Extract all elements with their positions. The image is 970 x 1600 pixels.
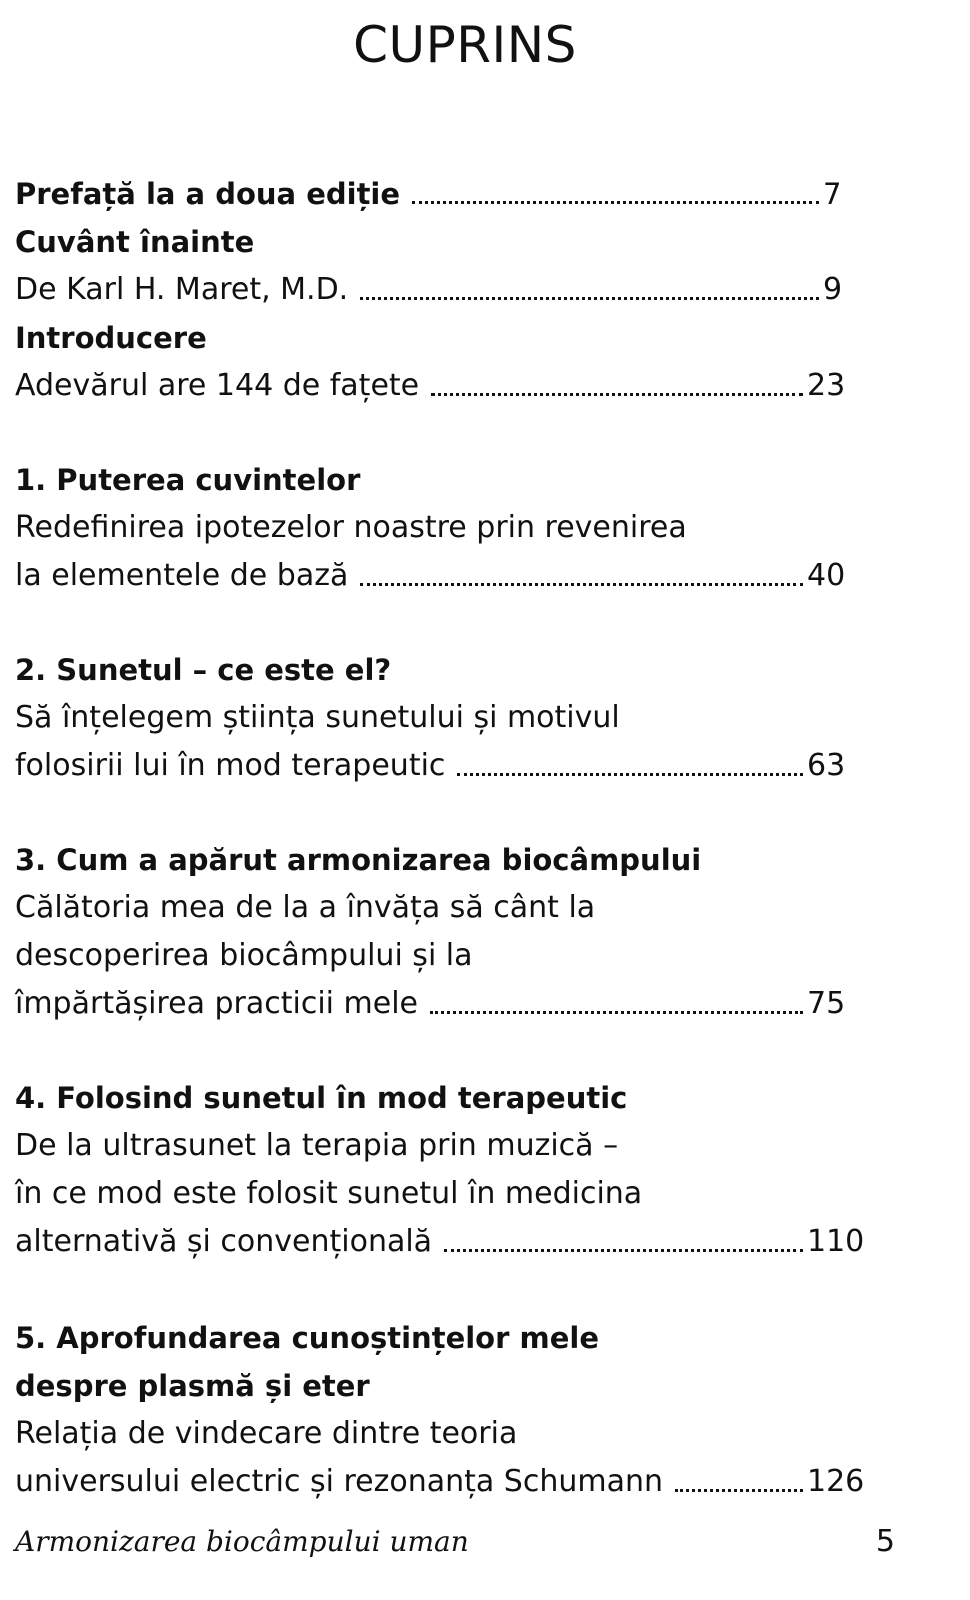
toc-page-number: 63: [807, 748, 846, 783]
toc-chapter-3-subtitle-line: Călătoria mea de la a învăța să cânt la: [15, 890, 596, 925]
toc-chapter-4-subtitle-line: alternativă și convențională: [15, 1224, 433, 1259]
toc-page-number: 75: [807, 986, 846, 1021]
toc-chapter-4-subtitle-line: în ce mod este folosit sunetul în medicina: [15, 1176, 643, 1211]
toc-chapter-5-title-line: 5. Aprofundarea cunoștințelor mele: [15, 1321, 599, 1355]
dot-leader: [444, 1249, 803, 1252]
toc-chapter-4-subtitle-line: De la ultrasunet la terapia prin muzică –: [15, 1128, 619, 1163]
toc-page-number: 7: [823, 177, 842, 211]
toc-chapter-5-subtitle-line: Relația de vindecare dintre teoria: [15, 1416, 518, 1451]
dot-leader: [430, 1011, 803, 1014]
toc-chapter-1-title: 1. Puterea cuvintelor: [15, 463, 361, 497]
toc-entry-introducere[interactable]: [15, 362, 895, 410]
toc-entry-title: Prefață la a doua ediție: [15, 177, 401, 211]
toc-entry-prefata[interactable]: [15, 170, 895, 218]
toc-chapter-3-subtitle-line: descoperirea biocâmpului și la: [15, 938, 473, 973]
toc-chapter-2-title: 2. Sunetul – ce este el?: [15, 653, 392, 687]
toc-chapter-5-subtitle-line: universului electric și rezonanța Schumann: [15, 1464, 664, 1499]
toc-entry-introducere-title: Introducere: [15, 321, 207, 355]
spacer: [15, 1028, 895, 1074]
spacer: [15, 600, 895, 646]
toc-chapter-2-subtitle-line: folosirii lui în mod terapeutic: [15, 748, 446, 783]
toc-chapter-3-entry[interactable]: [15, 980, 895, 1028]
toc-chapter-1-subtitle-line: la elementele de bază: [15, 558, 349, 593]
toc-chapter-1-entry[interactable]: [15, 552, 895, 600]
dot-leader: [360, 297, 819, 300]
page-title: CUPRINS: [353, 16, 577, 74]
spacer: [15, 1266, 895, 1314]
toc-chapter-3-subtitle-line: împărtășirea practicii mele: [15, 986, 419, 1021]
toc-chapter-3-title: 3. Cum a apărut armonizarea biocâmpului: [15, 843, 702, 877]
dot-leader: [457, 773, 803, 776]
toc-entry-cuvant-title: Cuvânt înainte: [15, 225, 255, 259]
spacer: [15, 410, 895, 456]
toc-chapter-5-title-line: despre plasmă și eter: [15, 1369, 370, 1403]
toc-page-number: 23: [807, 368, 846, 403]
toc-entry-subtitle: Adevărul are 144 de fațete: [15, 368, 420, 403]
toc-chapter-5-entry[interactable]: [15, 1458, 895, 1506]
toc-entry-subtitle: De Karl H. Maret, M.D.: [15, 272, 349, 307]
dot-leader: [360, 583, 803, 586]
table-of-contents: [15, 170, 895, 1506]
toc-page-number: 40: [807, 558, 846, 593]
toc-entry-cuvant[interactable]: [15, 266, 895, 314]
dot-leader: [412, 201, 819, 204]
dot-leader: [675, 1489, 803, 1492]
toc-page-number: 9: [823, 272, 843, 307]
toc-chapter-2-subtitle-line: Să înțelegem știința sunetului și motivul: [15, 700, 620, 735]
dot-leader: [431, 393, 803, 396]
toc-chapter-4-entry[interactable]: [15, 1218, 895, 1266]
spacer: [15, 790, 895, 836]
toc-chapter-2-entry[interactable]: [15, 742, 895, 790]
toc-page-number: 110: [807, 1224, 865, 1259]
toc-page-number: 126: [807, 1464, 865, 1499]
footer-page-number: 5: [875, 1524, 895, 1559]
footer-book-title: Armonizarea biocâmpului uman: [15, 1525, 469, 1558]
toc-chapter-1-subtitle-line: Redefinirea ipotezelor noastre prin revenirea: [15, 510, 687, 545]
toc-chapter-4-title: 4. Folosind sunetul în mod terapeutic: [15, 1081, 628, 1115]
